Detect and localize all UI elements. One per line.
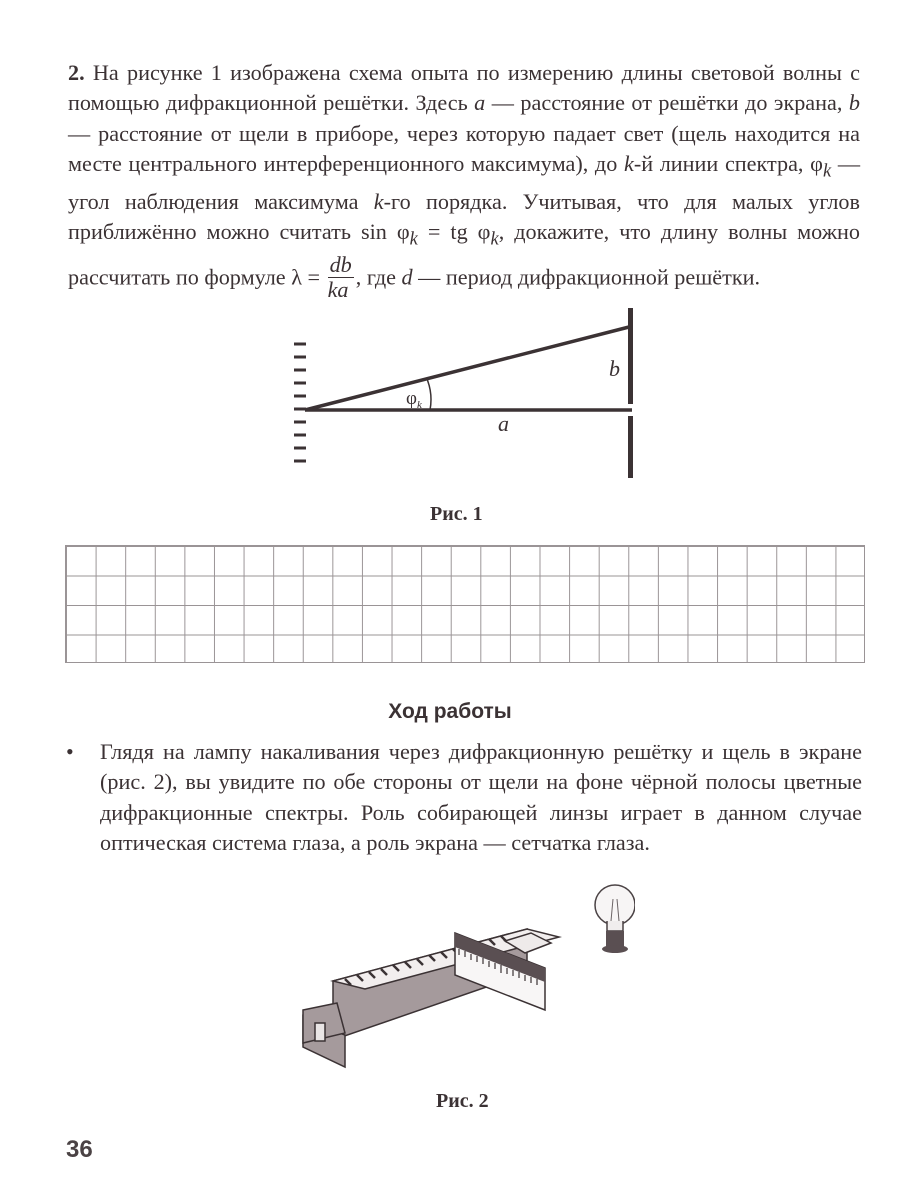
- var-b: b: [848, 90, 860, 116]
- light-bulb-icon: [595, 885, 635, 953]
- page-number: 36: [66, 1136, 93, 1163]
- task-text: , докажите, что длину волны можно рассчитать по формуле λ =: [68, 219, 860, 290]
- sub-k: k: [409, 229, 418, 250]
- var-k: k: [623, 151, 634, 177]
- screen-lower: [628, 416, 633, 478]
- formula-fraction: [328, 253, 354, 302]
- figure-1-caption: Рис. 1: [430, 503, 483, 525]
- task-text: -й линии спектра, φ: [633, 151, 823, 177]
- diffraction-grating-icon: [294, 344, 306, 461]
- figure-2-caption: Рис. 2: [436, 1090, 489, 1112]
- label-phi: $\varphi_k$: [406, 388, 422, 411]
- bullet-icon: •: [66, 739, 74, 764]
- task-text: -го порядка. Учитывая, что для малых углов приближённо можно считать sin φ: [68, 189, 860, 245]
- var-a: a: [474, 90, 486, 116]
- angle-arc-icon: [427, 379, 431, 410]
- sub-k: k: [490, 229, 499, 250]
- task-text: , где: [355, 264, 402, 290]
- label-b: b: [609, 356, 620, 381]
- section-heading: Ход работы: [388, 700, 512, 723]
- answer-grid[interactable]: [65, 545, 865, 663]
- label-a: a: [498, 411, 509, 436]
- task-text: На рисунке 1 изображена схема опыта по измерению длины световой волны с помощью дифракционной решётки. Здесь: [68, 60, 860, 116]
- sub-k: k: [822, 161, 832, 182]
- task-text: — расстояние от щели в приборе, через которую падает свет (щель находится на месте центрального интерференционного максимума), до: [68, 120, 860, 177]
- task-2-text: [68, 58, 860, 304]
- task-text: — период дифракционной решётки.: [412, 264, 761, 290]
- var-d: d: [401, 264, 413, 290]
- var-k: k: [373, 189, 384, 215]
- task-text: = tg φ: [417, 219, 491, 245]
- slit-window: [315, 1023, 325, 1041]
- figure-1-diagram: [280, 300, 660, 490]
- procedure-step: Глядя на лампу накаливания через дифракционную решётку и щель в экране (рис. 2), вы увидите по обе стороны от щели на фоне чёрной полосы цветные дифракционные спектры. Роль собирающей линзы играет в данном случае оптическая система глаза, а роль экрана — сетчатка глаза.: [100, 739, 862, 856]
- task-number: 2.: [68, 60, 85, 85]
- fraction-numerator: db: [329, 252, 352, 278]
- screen-upper: [628, 308, 633, 404]
- task-text: — расстояние от решётки до экрана,: [485, 90, 849, 116]
- task-text: — угол наблюдения максимума: [68, 151, 860, 215]
- fraction-denominator: ka: [327, 277, 349, 303]
- figure-2-apparatus: [295, 875, 635, 1075]
- ray-line: [305, 327, 629, 410]
